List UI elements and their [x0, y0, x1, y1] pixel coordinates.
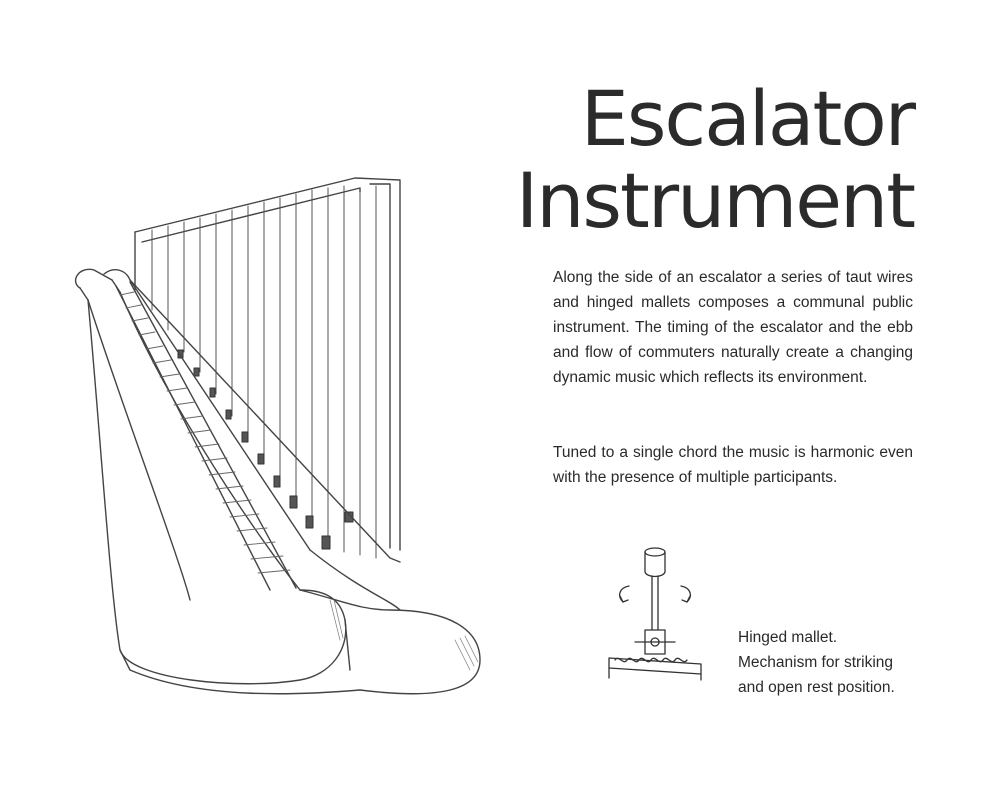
escalator-sketch-illustration — [60, 170, 510, 710]
description-paragraph-1: Along the side of an escalator a series of taut wires and hinged mallets composes a communal public instrument. The timing of the escalator and the ebb and flow of commuters naturally create a changing dynamic music which reflects its environment. — [553, 269, 913, 386]
page-title — [515, 74, 914, 245]
page-title-line-2: Instrument — [515, 156, 914, 245]
description-paragraph-2: Tuned to a single chord the music is harmonic even with the presence of multiple participants. — [553, 444, 913, 486]
mallet-caption-line-2: Mechanism for striking — [738, 654, 894, 671]
mallet-caption-line-3: and open rest position. — [738, 679, 895, 696]
hinged-mallet-sketch — [595, 530, 715, 705]
mallet-caption — [738, 625, 895, 700]
page-title-line-1: Escalator — [580, 74, 914, 163]
mallet-caption-line-1: Hinged mallet. — [738, 629, 838, 646]
